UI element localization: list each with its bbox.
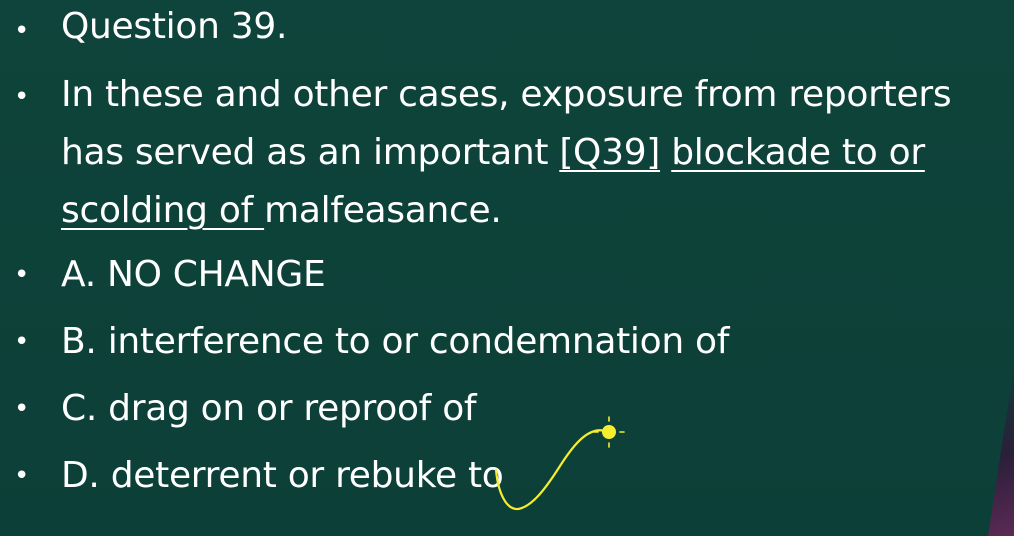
option-letter: D.	[61, 455, 100, 496]
bullet-dot: •	[14, 461, 30, 491]
stem-text-before: In these and other cases, exposure from reporters has served as an important	[61, 74, 952, 173]
option-text: deterrent or rebuke to	[110, 455, 504, 496]
option-text: drag on or reproof of	[108, 388, 477, 429]
option-letter: A.	[61, 254, 96, 295]
option-letter: C.	[61, 388, 97, 429]
question-stem	[61, 66, 1001, 240]
bullet-dot: •	[14, 260, 30, 290]
underlined-phrase: blockade to or scolding of	[61, 132, 925, 231]
question-marker: [Q39]	[559, 132, 661, 173]
stem-text-after: malfeasance.	[264, 190, 502, 231]
option-text: NO CHANGE	[107, 254, 326, 295]
stem-spacer	[660, 132, 671, 173]
question-title: Question 39.	[61, 6, 288, 47]
bullet-dot: •	[14, 82, 30, 112]
option-text: interference to or condemnation of	[107, 321, 730, 362]
bullet-dot: •	[14, 16, 30, 46]
option-letter: B.	[61, 321, 97, 362]
bullet-dot: •	[14, 394, 30, 424]
bullet-dot: •	[14, 327, 30, 357]
